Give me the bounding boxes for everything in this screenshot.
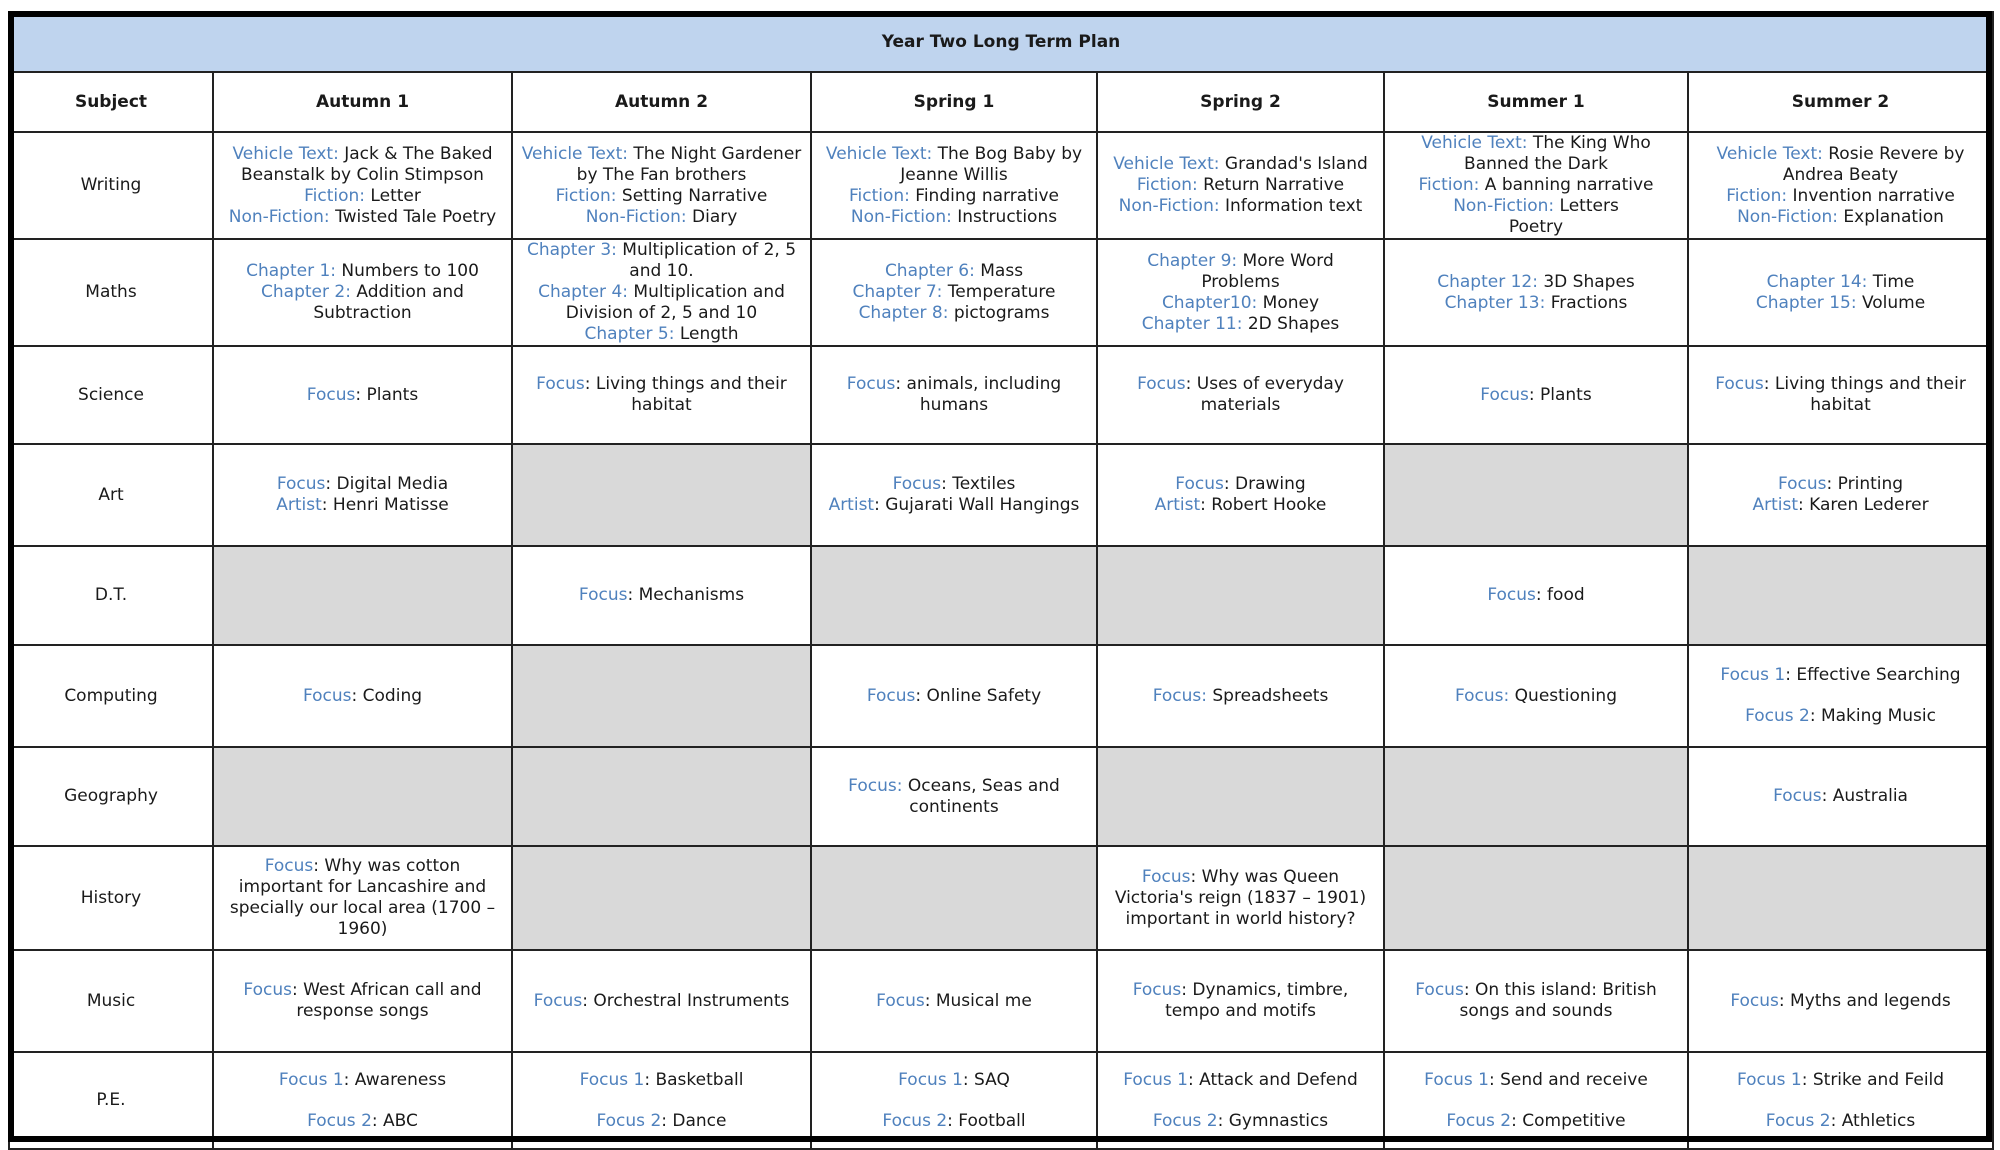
cell-text: Mass xyxy=(974,261,1024,281)
outer-frame xyxy=(8,11,1992,1142)
cell-label: Focus xyxy=(306,384,356,405)
cell-label: Focus 1 xyxy=(278,1069,344,1090)
cell-label: Focus xyxy=(876,990,925,1011)
cell-label: Chapter 13: xyxy=(1444,292,1546,313)
cell-text: Numbers to 100 xyxy=(336,261,479,281)
cell-label: Focus xyxy=(1487,585,1536,605)
cell-label: Focus 1 xyxy=(579,1069,645,1090)
cell-label: Chapter 1: xyxy=(246,261,337,281)
cell-text: Return Narrative xyxy=(1197,175,1345,195)
cell-text: : Attack and Defend xyxy=(1188,1069,1358,1090)
cell-text: : Mechanisms xyxy=(627,585,745,605)
cell-label: Focus xyxy=(1777,474,1827,494)
cell-label: Focus xyxy=(1175,474,1224,494)
cell-text: : Awareness xyxy=(343,1069,447,1090)
cell-label: Focus 2 xyxy=(1765,1110,1831,1131)
cell-text: : Why was Queen Victoria's reign (1837 – 1901) important in world history? xyxy=(1114,866,1367,929)
cell-text: Explanation xyxy=(1838,206,1944,227)
cell-text: : Gymnastics xyxy=(1217,1110,1329,1131)
cell-label: Focus 1 xyxy=(1424,1069,1489,1090)
subject-cell: Writing xyxy=(9,132,213,239)
cell-text: Jack & The Baked Beanstalk by Colin Stimpson xyxy=(241,143,493,185)
header-autumn-1: Autumn 1 xyxy=(213,72,512,132)
cell-label: Focus: xyxy=(1454,685,1510,706)
cell-text: Spreadsheets xyxy=(1206,685,1329,706)
subject-cell: History xyxy=(9,846,213,950)
cell-label: Vehicle Text: xyxy=(521,143,629,164)
cell-label: Focus 1 xyxy=(1736,1069,1802,1090)
cell-text: Oceans, Seas and continents xyxy=(902,775,1060,817)
header-spring-2: Spring 2 xyxy=(1097,72,1384,132)
cell-text: Fractions xyxy=(1545,292,1628,313)
cell-text: Setting Narrative xyxy=(616,185,768,206)
cell-text: : Digital Media xyxy=(325,474,449,494)
subject-cell: Science xyxy=(9,346,213,444)
cell-label: Focus xyxy=(264,856,314,876)
cell-text: : Basketball xyxy=(644,1069,744,1090)
cell-text: : Musical me xyxy=(924,990,1032,1011)
cell-label: Chapter 4: xyxy=(538,282,628,302)
page-title: Year Two Long Term Plan xyxy=(9,12,1993,72)
subject-cell: Geography xyxy=(9,747,213,846)
cell-text: More Word Problems xyxy=(1201,250,1334,292)
cell-text: : Plants xyxy=(1528,384,1592,405)
cell-text: : food xyxy=(1535,585,1585,605)
cell-label: Focus xyxy=(866,685,916,706)
cell-text: Letter xyxy=(365,185,421,206)
cell-text: : Plants xyxy=(355,384,419,405)
cell-label: Focus xyxy=(846,374,896,394)
cell-label: Focus xyxy=(578,585,628,605)
cell-label: Non-Fiction: xyxy=(850,206,952,227)
cell-text: Addition and Subtraction xyxy=(313,282,464,323)
cell-text: Rosie Revere by Andrea Beaty xyxy=(1782,143,1965,185)
cell-text: : Textiles xyxy=(941,474,1016,494)
cell-text: Poetry xyxy=(1508,217,1564,237)
cell-label: Focus xyxy=(1715,374,1764,394)
cell-text: : West African call and response songs xyxy=(291,980,482,1021)
cell-label: Chapter 6: xyxy=(884,261,975,281)
cell-label: Non-Fiction: xyxy=(228,206,330,227)
cell-text: : Henri Matisse xyxy=(321,495,449,515)
cell-text: 3D Shapes xyxy=(1537,271,1635,292)
cell-text: : Living things and their habitat xyxy=(1763,374,1966,415)
cell-label: Focus xyxy=(1132,980,1182,1000)
cell-label: Focus 2 xyxy=(307,1110,372,1131)
cell-text: Twisted Tale Poetry xyxy=(329,206,497,227)
cell-text: : animals, including humans xyxy=(895,374,1062,415)
cell-label: Vehicle Text: xyxy=(1421,133,1528,153)
cell-label: Focus xyxy=(1480,384,1529,405)
cell-text: : Orchestral Instruments xyxy=(582,990,790,1011)
cell-text: : Uses of everyday materials xyxy=(1185,374,1344,415)
cell-text: : Why was cotton important for Lancashire and specially our local area (1700 – 1960) xyxy=(229,856,496,939)
cell-text: A banning narrative xyxy=(1479,175,1654,195)
cell-label: Chapter 9: xyxy=(1147,250,1238,271)
cell-text: : Robert Hooke xyxy=(1200,495,1327,515)
cell-text: : Athletics xyxy=(1830,1110,1916,1131)
cell-label: Fiction: xyxy=(1418,175,1480,195)
cell-text: The Night Gardener by The Fan brothers xyxy=(576,143,802,185)
subject-cell: Music xyxy=(9,950,213,1052)
cell-text: Time xyxy=(1867,271,1915,292)
cell-text: : Drawing xyxy=(1223,474,1306,494)
cell-label: Chapter 14: xyxy=(1766,271,1868,292)
cell-label: Focus xyxy=(276,474,326,494)
cell-text: : Effective Searching xyxy=(1785,665,1961,685)
cell-label: Fiction: xyxy=(1726,185,1788,206)
cell-text: : Send and receive xyxy=(1488,1069,1648,1090)
cell-text: Finding narrative xyxy=(909,185,1060,206)
header-subject: Subject xyxy=(9,72,213,132)
cell-label: Focus xyxy=(1137,374,1186,394)
cell-label: Focus xyxy=(536,374,585,394)
cell-text: Instructions xyxy=(951,206,1058,227)
cell-text: : Australia xyxy=(1821,786,1908,806)
cell-label: Focus 2 xyxy=(1152,1110,1218,1131)
cell-label: Focus: xyxy=(1152,685,1207,706)
cell-text: Multiplication of 2, 5 and 10. xyxy=(616,240,797,281)
cell-label: Chapter 5: xyxy=(584,324,675,344)
cell-label: Focus xyxy=(892,474,942,494)
cell-text: : ABC xyxy=(371,1110,418,1131)
cell-label: Non-Fiction: xyxy=(1118,196,1220,216)
cell-label: Focus: xyxy=(848,775,903,796)
subject-cell: P.E. xyxy=(9,1052,213,1149)
cell-label: Focus 2 xyxy=(1446,1110,1512,1131)
cell-text: : Karen Lederer xyxy=(1797,495,1929,515)
cell-text: Length xyxy=(674,324,739,344)
cell-text: : Strike and Feild xyxy=(1801,1069,1945,1090)
subject-cell: Computing xyxy=(9,645,213,747)
cell-label: Vehicle Text: xyxy=(1716,143,1823,164)
cell-text: : Competitive xyxy=(1511,1110,1626,1131)
cell-label: Chapter 12: xyxy=(1437,271,1538,292)
cell-text: : Coding xyxy=(351,685,423,706)
cell-label: Focus 2 xyxy=(1745,706,1810,726)
cell-label: Focus xyxy=(1415,980,1464,1000)
cell-text: : On this island: British songs and sounds xyxy=(1459,980,1657,1021)
cell-label: Focus xyxy=(533,990,583,1011)
cell-label: Vehicle Text: xyxy=(232,143,339,164)
cell-label: Focus xyxy=(243,980,292,1000)
cell-label: Chapter 3: xyxy=(526,240,617,260)
subject-cell: Art xyxy=(9,444,213,546)
header-autumn-2: Autumn 2 xyxy=(512,72,811,132)
cell-label: Vehicle Text: xyxy=(825,143,933,164)
cell-label: Non-Fiction: xyxy=(585,206,687,227)
cell-label: Chapter 2: xyxy=(261,282,351,302)
cell-text: : Living things and their habitat xyxy=(584,374,787,415)
cell-text: : Online Safety xyxy=(915,685,1042,706)
cell-text: : Dynamics, timbre, tempo and motifs xyxy=(1165,980,1349,1021)
cell-text: : Football xyxy=(947,1110,1026,1131)
cell-label: Focus 2 xyxy=(882,1110,948,1131)
cell-text: : Gujarati Wall Hangings xyxy=(874,495,1080,515)
cell-text: 2D Shapes xyxy=(1242,313,1340,334)
cell-label: Focus 1 xyxy=(1123,1069,1188,1090)
header-summer-1: Summer 1 xyxy=(1384,72,1688,132)
cell-text: The Bog Baby by Jeanne Willis xyxy=(900,143,1083,185)
cell-text: Grandad's Island xyxy=(1219,154,1368,174)
subject-cell: Maths xyxy=(9,239,213,346)
cell-text: pictograms xyxy=(948,303,1050,323)
cell-label: Chapter 15: xyxy=(1755,292,1857,313)
cell-label: Artist xyxy=(828,495,875,515)
cell-label: Chapter 11: xyxy=(1141,313,1243,334)
cell-text: Questioning xyxy=(1509,685,1617,706)
cell-text: Information text xyxy=(1219,196,1363,216)
cell-label: Artist xyxy=(276,495,322,515)
cell-label: Artist xyxy=(1752,495,1798,515)
cell-label: Fiction: xyxy=(1136,175,1198,195)
cell-text: Money xyxy=(1257,292,1320,313)
cell-label: Artist xyxy=(1154,495,1201,515)
cell-label: Vehicle Text: xyxy=(1113,154,1220,174)
cell-text: Diary xyxy=(686,206,738,227)
cell-label: Focus xyxy=(1141,866,1191,887)
cell-text: Temperature xyxy=(942,282,1056,302)
cell-label: Focus xyxy=(1773,786,1822,806)
cell-text: Invention narrative xyxy=(1787,185,1955,206)
cell-label: Chapter10: xyxy=(1161,292,1258,313)
cell-text: Letters xyxy=(1554,196,1619,216)
cell-text: : Printing xyxy=(1826,474,1904,494)
cell-label: Non-Fiction: xyxy=(1737,206,1839,227)
cell-text: : Myths and legends xyxy=(1778,990,1951,1011)
cell-label: Chapter 7: xyxy=(852,282,943,302)
cell-label: Focus xyxy=(1730,990,1779,1011)
subject-cell: D.T. xyxy=(9,546,213,645)
cell-label: Fiction: xyxy=(848,185,910,206)
cell-text: The King Who Banned the Dark xyxy=(1464,133,1651,174)
cell-text: : SAQ xyxy=(962,1069,1010,1090)
cell-label: Focus xyxy=(302,685,352,706)
cell-label: Focus 1 xyxy=(1720,665,1786,685)
cell-label: Focus 1 xyxy=(898,1069,963,1090)
cell-text: : Dance xyxy=(661,1110,727,1131)
cell-label: Non-Fiction: xyxy=(1453,196,1555,216)
cell-label: Focus 2 xyxy=(596,1110,662,1131)
cell-label: Chapter 8: xyxy=(858,303,949,323)
header-summer-2: Summer 2 xyxy=(1688,72,1993,132)
header-spring-1: Spring 1 xyxy=(811,72,1097,132)
cell-label: Fiction: xyxy=(555,185,617,206)
cell-text: Multiplication and Division of 2, 5 and 10 xyxy=(565,282,785,323)
cell-label: Fiction: xyxy=(304,185,366,206)
cell-text: Volume xyxy=(1856,292,1926,313)
cell-text: : Making Music xyxy=(1809,706,1936,726)
